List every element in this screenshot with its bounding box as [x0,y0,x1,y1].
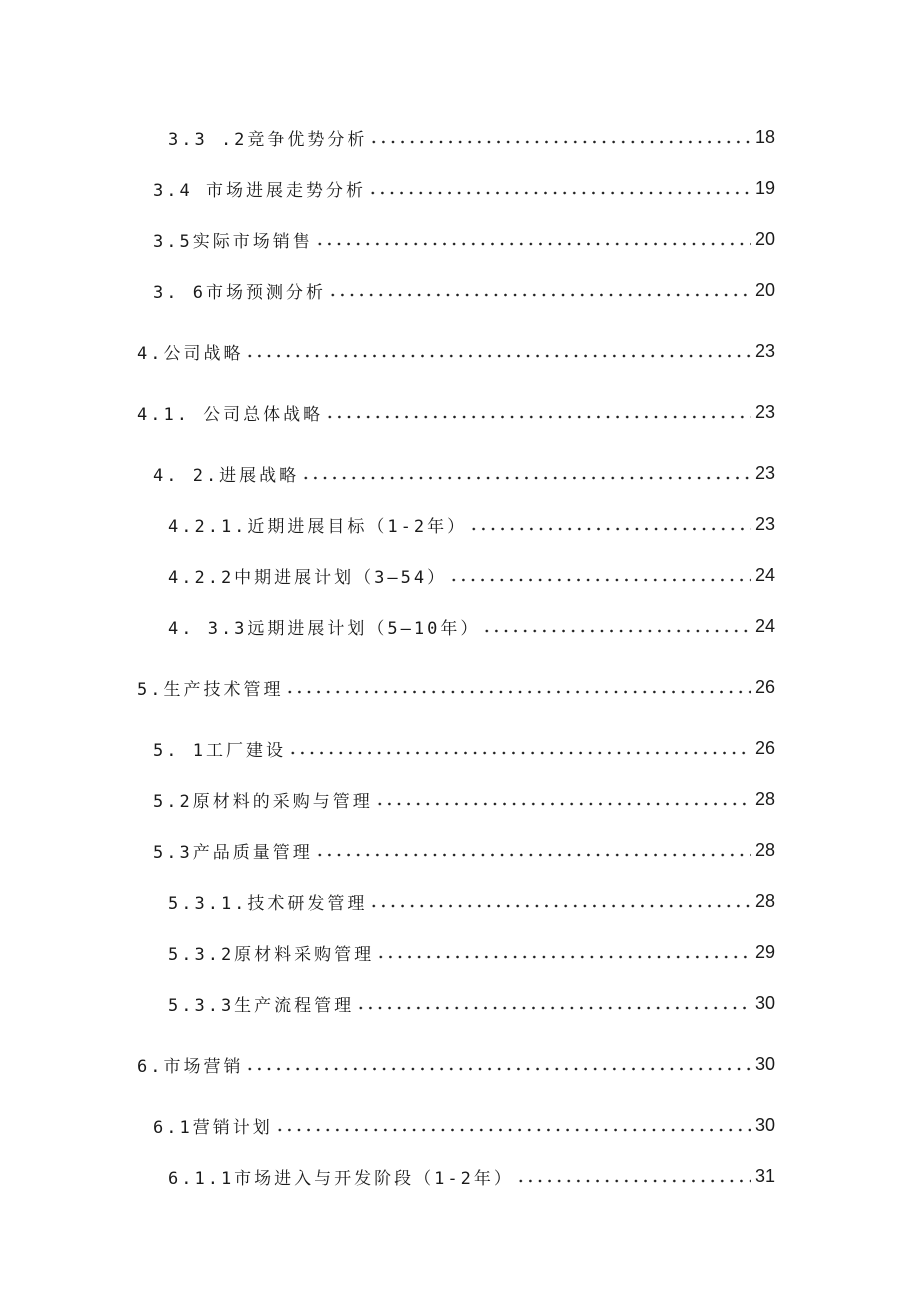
toc-entry-page-number: 26 [754,738,775,758]
dot-leader [245,1064,750,1074]
toc-entry-page-number: 28 [754,891,775,911]
toc-entry-page-number: 24 [754,565,775,585]
toc-entry [168,550,775,601]
toc-entry [137,662,775,713]
dot-leader [482,626,751,636]
toc-entry-title: 6.市场营销 [137,1057,244,1077]
toc-entry [153,774,775,825]
toc-entry [137,1039,775,1090]
toc-entry-page-number: 24 [754,616,775,636]
dot-leader [285,687,750,697]
toc-entry [153,448,775,499]
toc-entry-title: 4.2.2中期进展计划（3—54） [168,568,448,588]
toc-entry-page-number: 31 [754,1166,775,1186]
toc-entry-page-number: 23 [754,463,775,483]
toc-entry-page-number: 30 [754,1054,775,1074]
toc-entry [153,1100,775,1151]
toc-entry-title: 5.3.3生产流程管理 [168,996,355,1016]
dot-leader [301,473,751,483]
dot-leader [288,748,751,758]
dot-leader [328,290,751,300]
toc-entry [153,163,775,214]
toc-entry [137,326,775,377]
dot-leader [275,1125,751,1135]
toc-entry [168,927,775,978]
toc-entry [168,876,775,927]
toc-entry-page-number: 30 [754,993,775,1013]
toc-entry-page-number: 20 [754,229,775,249]
toc-entry-page-number: 29 [754,942,775,962]
toc-entry-title: 3.5实际市场销售 [153,232,313,252]
dot-leader [375,799,751,809]
dot-leader [369,137,751,147]
dot-leader [315,850,751,860]
toc-entry [153,265,775,316]
toc-entry-page-number: 28 [754,840,775,860]
dot-leader [325,412,751,422]
toc-entry-title: 4.公司战略 [137,344,244,364]
dot-leader [449,575,751,585]
toc-entry-title: 6.1.1市场进入与开发阶段（1-2年） [168,1169,514,1189]
toc-entry-title: 3.4 市场进展走势分析 [153,181,366,201]
toc-entry [153,723,775,774]
toc-entry-page-number: 18 [754,127,775,147]
toc-entry-page-number: 26 [754,677,775,697]
toc-entry-title: 5.生产技术管理 [137,680,284,700]
toc-entry-page-number: 23 [754,514,775,534]
toc-entry-title: 4.1. 公司总体战略 [137,405,324,425]
toc-entry [168,499,775,550]
toc-entry [168,1151,775,1202]
toc-entry [168,601,775,652]
table-of-contents [0,112,920,1202]
dot-leader [376,952,751,962]
toc-entry-title: 5.3.1.技术研发管理 [168,894,368,914]
toc-entry-title: 4.2.1.近期进展目标（1-2年） [168,517,468,537]
toc-entry-title: 3.3 .2竞争优势分析 [168,130,368,150]
dot-leader [245,351,750,361]
dot-leader [315,239,751,249]
dot-leader [516,1176,751,1186]
dot-leader [469,524,751,534]
toc-entry-title: 3. 6市场预测分析 [153,283,326,303]
toc-entry-title: 5.3产品质量管理 [153,843,313,863]
toc-entry-title: 5.3.2原材料采购管理 [168,945,375,965]
toc-entry [168,978,775,1029]
dot-leader [368,188,751,198]
toc-entry [153,214,775,265]
toc-entry-title: 4. 2.进展战略 [153,466,300,486]
toc-entry [168,112,775,163]
toc-entry-page-number: 20 [754,280,775,300]
toc-entry-page-number: 30 [754,1115,775,1135]
dot-leader [356,1003,751,1013]
dot-leader [369,901,751,911]
toc-entry-page-number: 23 [754,341,775,361]
toc-entry-page-number: 23 [754,402,775,422]
toc-entry-title: 5. 1工厂建设 [153,741,286,761]
toc-entry-title: 5.2原材料的采购与管理 [153,792,373,812]
toc-entry-title: 4. 3.3远期进展计划（5—10年） [168,619,481,639]
toc-entry-title: 6.1营销计划 [153,1118,273,1138]
toc-entry-page-number: 19 [754,178,775,198]
toc-entry [153,825,775,876]
toc-entry [137,387,775,438]
toc-entry-page-number: 28 [754,789,775,809]
